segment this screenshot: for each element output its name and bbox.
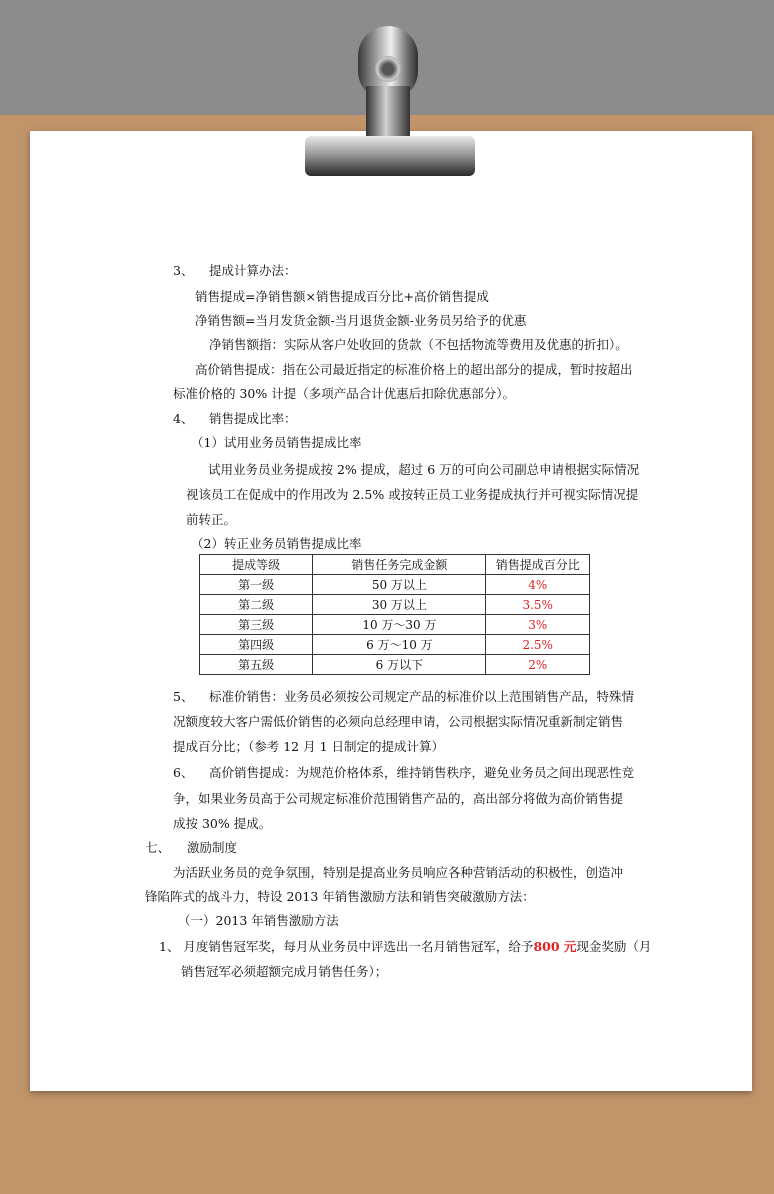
- section-5-text-3: 提成百分比；（参考 12 月 1 日制定的提成计算）: [173, 739, 445, 754]
- table-row: [200, 635, 590, 655]
- monthly-champion-text: 1、 月度销售冠军奖，每月从业务员中评选出一名月销售冠军，给予: [159, 939, 534, 954]
- formula-commission: 销售提成=净销售额×销售提成百分比+高价销售提成: [195, 289, 489, 304]
- section-4-number: 4、: [173, 411, 194, 426]
- rate-cell: 3.5%: [486, 595, 590, 615]
- monthly-champion-text-tail: 现金奖励（月: [576, 939, 652, 954]
- trial-rate-text-2: 视该员工在促成中的作用改为 2.5% 或按转正员工业务提成执行并可视实际情况提: [186, 487, 639, 502]
- high-price-definition-1: 高价销售提成：指在公司最近指定的标准价格上的超出部分的提成，暂时按超出: [195, 362, 633, 377]
- table-header-cell: 销售提成百分比: [486, 555, 590, 575]
- amount-cell: 50 万以上: [313, 575, 486, 595]
- trial-rate-text-1: 试用业务员业务提成按 2% 提成，超过 6 万的可向公司副总申请根据实际情况: [208, 462, 640, 477]
- chapter-7-number: 七、: [145, 840, 171, 855]
- table-row: [200, 575, 590, 595]
- section-3-number: 3、: [173, 263, 194, 278]
- monthly-champion-text-2: 销售冠军必须超额完成月销售任务）；: [181, 964, 388, 979]
- grade-cell: 第一级: [200, 575, 313, 595]
- grade-cell: 第三级: [200, 615, 313, 635]
- amount-cell: 6 万～10 万: [313, 635, 486, 655]
- section-5-text-2: 况额度较大客户需低价销售的必须向总经理申请，公司根据实际情况重新制定销售: [173, 714, 624, 729]
- reward-amount: 800 元: [533, 939, 577, 954]
- high-price-definition-2: 标准价格的 30% 计提（多项产品合计优惠后扣除优惠部分）。: [173, 386, 515, 401]
- chapter-7-intro-2: 锋陷阵式的战斗力，特设 2013 年销售激励方法和销售突破激励方法：: [145, 889, 535, 904]
- grade-cell: 第五级: [200, 655, 313, 675]
- trial-rate-heading: （1）试用业务员销售提成比率: [191, 435, 362, 450]
- commission-rate-table: [199, 554, 590, 675]
- grade-cell: 第二级: [200, 595, 313, 615]
- section-6-text-2: 争，如果业务员高于公司规定标准价范围销售产品的，高出部分将做为高价销售提: [173, 791, 624, 806]
- section-6-text-1: 高价销售提成：为规范价格体系，维持销售秩序，避免业务员之间出现恶性竞: [209, 765, 635, 780]
- section-4-title: 销售提成比率：: [209, 411, 297, 426]
- amount-cell: 30 万以上: [313, 595, 486, 615]
- amount-cell: 6 万以下: [313, 655, 486, 675]
- table-row: [200, 595, 590, 615]
- regular-rate-heading: （2）转正业务员销售提成比率: [191, 536, 362, 551]
- section-5-text-1: 标准价销售：业务员必须按公司规定产品的标准价以上范围销售产品，特殊情: [209, 689, 635, 704]
- rate-cell: 3%: [486, 615, 590, 635]
- table-header-row: [200, 555, 590, 575]
- chapter-7-title: 激励制度: [187, 840, 238, 855]
- formula-net-sales: 净销售额=当月发货金额-当月退货金额-业务员另给予的优惠: [195, 313, 527, 328]
- section-5-number: 5、: [173, 689, 194, 704]
- section-3-title: 提成计算办法：: [209, 263, 297, 278]
- incentive-method-heading: （一）2013 年销售激励方法: [178, 913, 339, 928]
- section-6-number: 6、: [173, 765, 194, 780]
- table-row: [200, 655, 590, 675]
- table-row: [200, 615, 590, 635]
- rate-cell: 2%: [486, 655, 590, 675]
- table-header-cell: 销售任务完成金额: [313, 555, 486, 575]
- clip-base: [305, 136, 475, 176]
- binder-clip-icon: [300, 26, 480, 176]
- net-sales-definition: 净销售额指：实际从客户处收回的货款（不包括物流等费用及优惠的折扣）。: [209, 337, 628, 352]
- section-6-text-3: 成按 30% 提成。: [173, 816, 272, 831]
- clip-hole: [375, 56, 401, 82]
- trial-rate-text-3: 前转正。: [186, 512, 237, 527]
- amount-cell: 10 万～30 万: [313, 615, 486, 635]
- rate-cell: 2.5%: [486, 635, 590, 655]
- table-header-cell: 提成等级: [200, 555, 313, 575]
- rate-cell: 4%: [486, 575, 590, 595]
- monthly-champion-text-1: [159, 939, 651, 955]
- chapter-7-intro-1: 为活跃业务员的竞争氛围，特别是提高业务员响应各种营销活动的积极性，创造冲: [173, 865, 624, 880]
- grade-cell: 第四级: [200, 635, 313, 655]
